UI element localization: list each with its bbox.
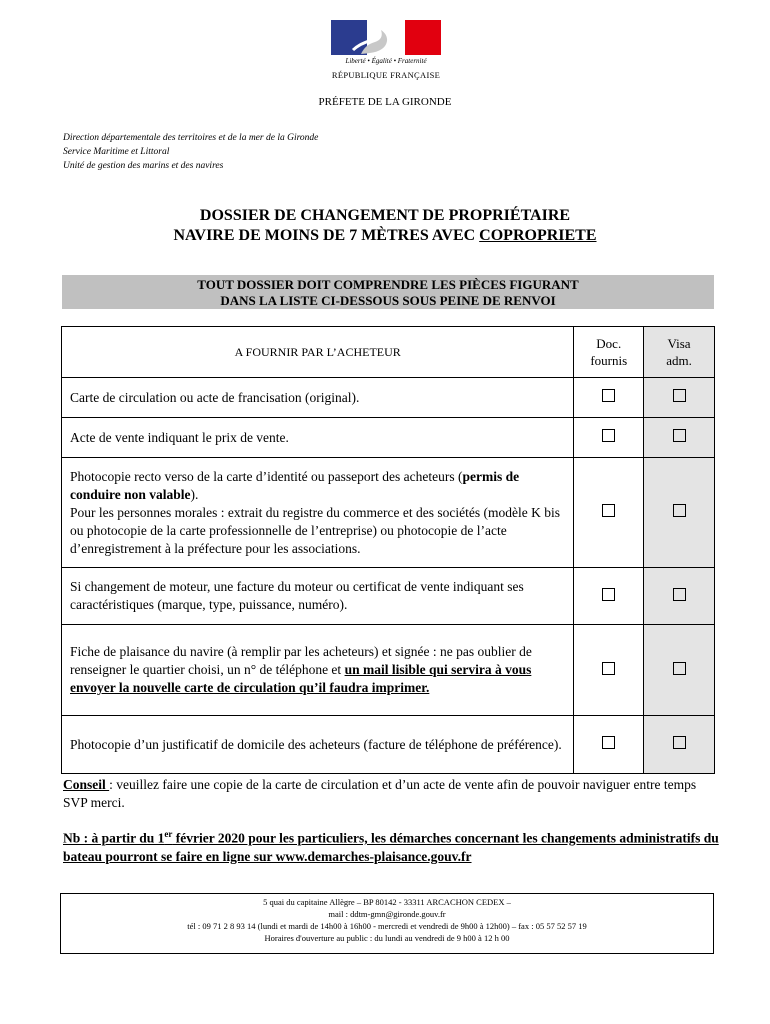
documents-table — [61, 326, 715, 774]
doc-header-2: fournis — [590, 353, 628, 368]
banner-line-2: DANS LA LISTE CI-DESSOUS SOUS PEINE DE RENVOI — [220, 293, 556, 308]
visa-checkbox[interactable] — [673, 736, 686, 749]
warning-banner — [62, 275, 714, 309]
row-description: Photocopie d’un justificatif de domicile des acheteurs (facture de téléphone de préférence). — [62, 716, 574, 774]
doc-header-1: Doc. — [596, 336, 622, 351]
advice-text: : veuillez faire une copie de la carte de circulation et d’un acte de vente afin de pouvoir naviguer entre temps SVP merci. — [63, 777, 697, 810]
doc-cell — [574, 418, 644, 458]
department-info — [63, 131, 318, 173]
advice-note — [63, 776, 723, 812]
table-row — [62, 625, 715, 716]
nb-note — [63, 825, 723, 866]
doc-checkbox[interactable] — [602, 736, 615, 749]
row-text: Photocopie recto verso de la carte d’identité ou passeport des acheteurs ( — [70, 468, 463, 484]
visa-header-1: Visa — [667, 336, 691, 351]
visa-cell — [644, 458, 715, 568]
document-title — [0, 206, 770, 246]
table-row — [62, 458, 715, 568]
dept-line: Unité de gestion des marins et des navires — [63, 161, 224, 171]
dept-line: Service Maritime et Littoral — [63, 147, 170, 157]
banner-line-1: TOUT DOSSIER DOIT COMPRENDRE LES PIÈCES FIGURANT — [197, 277, 579, 292]
title-line-1: DOSSIER DE CHANGEMENT DE PROPRIÉTAIRE — [199, 207, 571, 224]
doc-checkbox[interactable] — [602, 662, 615, 675]
visa-cell — [644, 418, 715, 458]
doc-checkbox[interactable] — [602, 588, 615, 601]
visa-cell — [644, 625, 715, 716]
row-text: ). — [190, 486, 199, 502]
visa-cell — [644, 378, 715, 418]
title-line-2 — [0, 226, 770, 246]
visa-checkbox[interactable] — [673, 429, 686, 442]
table-row — [62, 418, 715, 458]
visa-checkbox[interactable] — [673, 588, 686, 601]
row-description: Si changement de moteur, une facture du moteur ou certificat de vente indiquant ses caractéristiques (marque, type, puissance, numéro). — [62, 568, 574, 625]
prefecture-label: PRÉFETE DE LA GIRONDE — [318, 96, 452, 108]
doc-cell — [574, 716, 644, 774]
doc-checkbox[interactable] — [602, 389, 615, 402]
table-row — [62, 568, 715, 625]
row-text-bold: permis de conduire non valable — [70, 468, 520, 502]
visa-header-2: adm. — [666, 353, 692, 368]
row-text: Fiche de plaisance du navire (à remplir par les acheteurs) et signée : ne pas oublier de renseigner le quartier choisi, un n° de téléphone et — [70, 644, 532, 677]
footer-hours: Horaires d'ouverture au public : du lundi au vendredi de 9 h00 à 12 h 00 — [264, 933, 510, 943]
visa-cell — [644, 716, 715, 774]
table-header-row — [62, 327, 715, 378]
advice-label: Conseil — [63, 777, 110, 792]
visa-checkbox[interactable] — [673, 504, 686, 517]
dept-line: Direction départementale des territoires et de la mer de la Gironde — [63, 133, 319, 143]
title-underlined-word: COPROPRIETE — [479, 227, 597, 244]
visa-checkbox[interactable] — [673, 662, 686, 675]
row-text-bold-underlined: un mail lisible qui servira à vous envoyer la nouvelle carte de circulation qu’il faudra imprimer. — [70, 662, 532, 695]
doc-column-header — [574, 327, 644, 378]
row-description — [62, 625, 574, 716]
doc-checkbox[interactable] — [602, 429, 615, 442]
nb-text: février 2020 pour les particuliers, les démarches concernant les changements administratifs du bateau pourront se faire en ligne sur www.demarches-plaisance.gouv.fr — [63, 830, 719, 864]
footer-mail: mail : ddtm-gmn@gironde.gouv.fr — [328, 909, 446, 919]
visa-cell — [644, 568, 715, 625]
row-text: Pour les personnes morales : extrait du registre du commerce et des sociétés (modèle K bis ou photocopie de la carte professionnelle de l’entreprise) ou photocopie de l’acte d’enregistrement à la préfecture pour les associations. — [70, 504, 560, 556]
visa-column-header — [644, 327, 715, 378]
doc-checkbox[interactable] — [602, 504, 615, 517]
republique-francaise-logo — [331, 20, 441, 82]
row-description — [62, 458, 574, 568]
footer-address: 5 quai du capitaine Allègre – BP 80142 - 33311 ARCACHON CEDEX – — [263, 897, 511, 907]
doc-cell — [574, 568, 644, 625]
republic-label: RÉPUBLIQUE FRANÇAISE — [331, 70, 441, 80]
motto: Liberté • Égalité • Fraternité — [345, 57, 427, 65]
doc-cell — [574, 378, 644, 418]
visa-checkbox[interactable] — [673, 389, 686, 402]
doc-cell — [574, 458, 644, 568]
row-description: Acte de vente indiquant le prix de vente. — [62, 418, 574, 458]
footer-phone: tél : 09 71 2 8 93 14 (lundi et mardi de 14h00 à 16h00 - mercredi et vendredi de 9h00 à 12h00) – fax : 05 57 52 57 19 — [187, 921, 587, 931]
nb-sup: er — [164, 829, 173, 839]
table-row — [62, 378, 715, 418]
buyer-column-header: A FOURNIR PAR L’ACHETEUR — [62, 327, 574, 378]
table-row — [62, 716, 715, 774]
title-line-2-text: NAVIRE DE MOINS DE 7 MÈTRES AVEC — [173, 227, 480, 244]
row-description: Carte de circulation ou acte de francisation (original). — [62, 378, 574, 418]
marianne-flag-icon — [331, 20, 441, 55]
footer-contact — [60, 893, 714, 954]
doc-cell — [574, 625, 644, 716]
nb-prefix: Nb : à partir du 1 — [63, 830, 165, 846]
